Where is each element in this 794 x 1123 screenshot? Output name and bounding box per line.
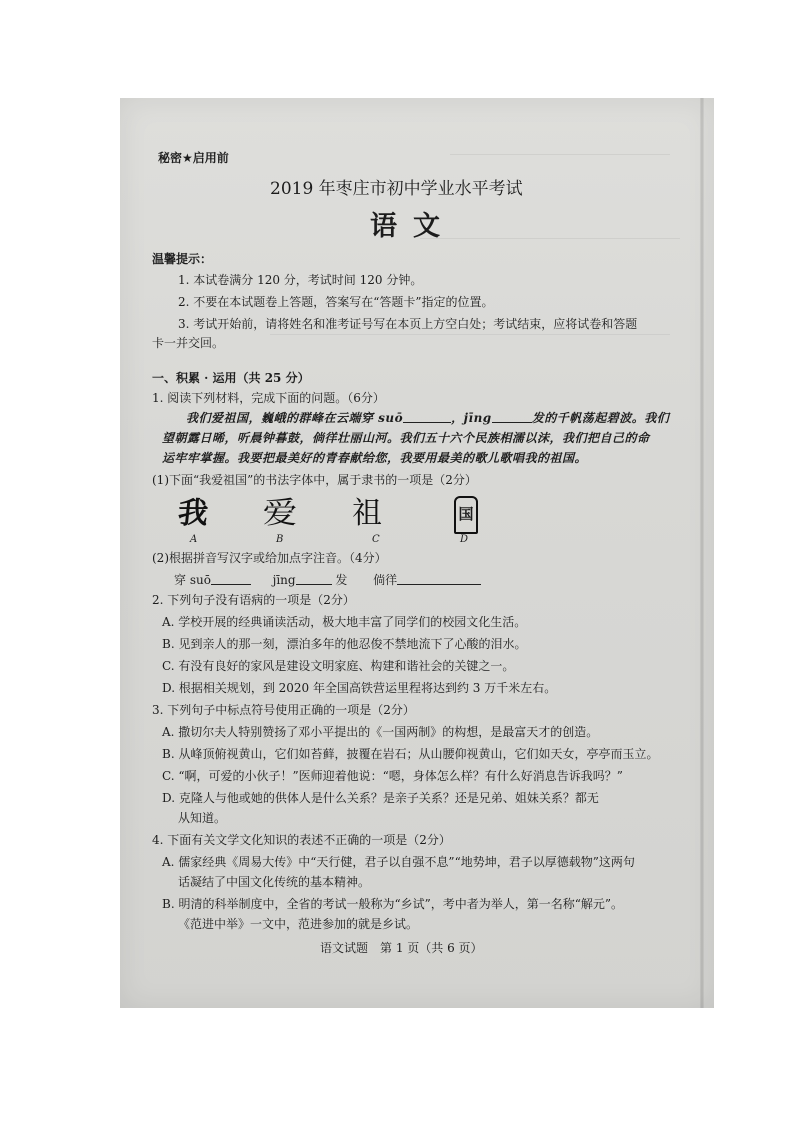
option-letter: C [372,534,380,545]
q4-option: B. 明清的科举制度中，全省的考试一般称为“乡试”，考中者为举人，第一名称“解元”。 [162,897,623,911]
q2-option: C. 有没有良好的家风是建设文明家庭、构建和谐社会的关键之一。 [162,659,515,673]
calligraphy-option-c: 祖 [352,497,384,530]
pinyin-prompt: 穿 suō [174,573,211,587]
question-2-stem: 2. 下列句子没有语病的一项是（2分） [152,593,355,607]
confidential-mark: 秘密★启用前 [158,151,229,165]
hint-item: 1. 本试卷满分 120 分，考试时间 120 分钟。 [178,273,423,287]
bleed-through-mark [270,334,670,345]
passage-text: 发的千帆荡起碧波。我们 [531,411,670,425]
passage-text: 我们爱祖国，巍峨的群峰在云端穿 suō [186,411,404,425]
q2-option: D. 根据相关规划，到 2020 年全国高铁营运里程将达到约 3 万千米左右。 [162,681,557,695]
bleed-through-mark [420,238,680,249]
option-letter: B [276,534,284,545]
calligraphy-option-b: 爱 [262,496,298,531]
question-3-stem: 3. 下列句子中标点符号使用正确的一项是（2分） [152,703,415,717]
exam-title: 2019 年枣庄市初中学业水平考试 [270,179,523,199]
option-letter: A [190,534,198,545]
bleed-through-mark [450,154,670,165]
q4-option-continued: 《范进中举》一文中，范进参加的就是乡试。 [178,917,419,931]
section-heading: 一、积累 · 运用（共 25 分） [152,371,310,385]
q3-option: A. 撒切尔夫人特别赞扬了邓小平提出的《一国两制》的构想，是最富天才的创造。 [162,725,599,739]
q1-sub-question-1: (1)下面“我爱祖国”的书法字体中，属于隶书的一项是（2分） [152,473,477,487]
exam-paper [120,98,714,1008]
q2-option: B. 见到亲人的那一刻，漂泊多年的他忍俊不禁地流下了心酸的泪水。 [162,637,527,651]
page-footer: 语文试题 第 1 页（共 6 页） [320,941,483,955]
q4-option-continued: 话凝结了中国文化传统的基本精神。 [178,875,371,889]
passage-text: ，jīng [451,411,492,425]
answer-blank[interactable] [397,572,481,585]
calligraphy-option-d [454,496,478,534]
question-1-stem: 1. 阅读下列材料，完成下面的问题。（6分） [152,391,385,405]
q3-option: D. 克隆人与他或她的供体人是什么关系？是亲子关系？还是兄弟、姐妹关系？都无 [162,791,599,805]
q1-passage-line: 运牢牢掌握。我要把最美好的青春献给您，我要用最美的歌儿歌唱我的祖国。 [162,451,588,465]
calligraphy-option-a: 我 [176,496,210,531]
q2-option: A. 学校开展的经典诵读活动，极大地丰富了同学们的校园文化生活。 [162,615,527,629]
answer-blank[interactable] [211,572,251,585]
answer-blank[interactable] [296,572,332,585]
hint-item: 卡一并交回。 [152,336,225,350]
q3-option-continued: 从知道。 [178,811,227,825]
q1-passage-line: 望朝露日晞，听晨钟暮鼓，倘徉壮丽山河。我们五十六个民族相濡以沫，我们把自己的命 [162,431,650,445]
answer-blank[interactable] [492,410,532,423]
hints-heading: 温馨提示： [152,252,213,266]
q3-option: B. 从峰顶俯视黄山，它们如苔藓，披覆在岩石；从山腰仰视黄山，它们如天女，亭亭而玉立。 [162,747,659,761]
pinyin-prompt: 倘徉 [373,573,398,587]
q4-option: A. 儒家经典《周易大传》中“天行健，君子以自强不息”“地势坤，君子以厚德载物”这两句 [162,855,635,869]
paper-fold-shadow [700,98,704,1008]
answer-blank[interactable] [403,410,451,423]
option-letter: D [460,534,469,545]
question-4-stem: 4. 下面有关文学文化知识的表述不正确的一项是（2分） [152,833,451,847]
q1-sub-question-2: (2)根据拼音写汉字或给加点字注音。（4分） [152,551,387,565]
pinyin-prompt: 发 [335,573,348,587]
hint-item: 2. 不要在本试题卷上答题，答案写在“答题卡”指定的位置。 [178,295,494,309]
q1-passage-line [186,410,669,426]
pinyin-prompt: jīng [272,573,296,587]
subject-title: 语文 [370,211,456,242]
seal-glyph: 国 [458,505,474,523]
q3-option: C. “啊，可爱的小伙子！”医师迎着他说：“嗯，身体怎么样？有什么好消息告诉我吗？” [162,769,623,783]
hint-item: 3. 考试开始前，请将姓名和准考证号写在本页上方空白处；考试结束，应将试卷和答题 [178,317,638,331]
pinyin-answer-line [174,572,481,588]
